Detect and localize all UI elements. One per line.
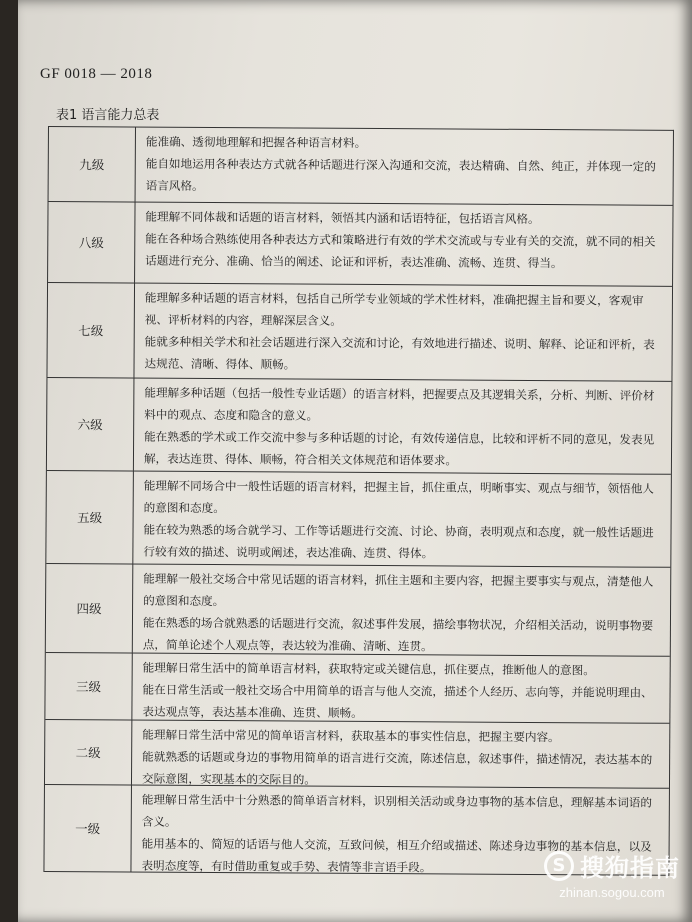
sogou-watermark bbox=[544, 848, 680, 900]
description-line: 能自如地运用各种表达方式就各种话题进行深入沟通和交流，表达精确、自然、纯正，并体现一定的语言风格。 bbox=[145, 156, 656, 193]
description-line: 能理解一般社交场合中常见话题的语言材料，抓住主题和主要内容，把握主要事实与观点，清楚他人的意图和态度。 bbox=[143, 571, 654, 609]
description-line: 能在熟悉的学术或工作交流中参与多种话题的讨论，有效传递信息，比较和评析不同的意见，发表见解，表达连贯、得体、顺畅，符合相关文体规范和语体要求。 bbox=[143, 429, 655, 468]
table-row bbox=[47, 283, 672, 382]
level-label: 七级 bbox=[47, 283, 135, 378]
level-label: 三级 bbox=[45, 653, 132, 720]
level-description bbox=[134, 284, 672, 381]
level-description bbox=[133, 472, 671, 567]
level-description bbox=[135, 203, 672, 286]
book-page bbox=[18, 0, 692, 922]
description-line: 能在熟悉的场合就熟悉的话题进行交流，叙述事件发展，描绘事物状况，介绍相关活动，说明事物要点，简单论述个人观点等，表达较为准确、清晰、连贯。 bbox=[142, 615, 654, 654]
description-line: 能就熟悉的话题或身边的事物用简单的语言进行交流，陈述信息，叙述事件，描述情况，表达基本的交际意图，实现基本的交际目的。 bbox=[141, 749, 653, 787]
table-title: 表1 语言能力总表 bbox=[56, 108, 160, 123]
sogou-s-icon: S bbox=[544, 851, 574, 881]
watermark-url: zhinan.sogou.com bbox=[559, 885, 665, 900]
standard-code: GF 0018 — 2018 bbox=[40, 66, 153, 82]
watermark-brand-text: 搜狗指南 bbox=[580, 854, 680, 882]
description-line: 能理解多种话题的语言材料，包括自己所学专业领域的学术性材料，准确把握主旨和要义，客观审视、评析材料的内容，理解深层含义。 bbox=[144, 290, 644, 328]
level-description bbox=[133, 565, 671, 656]
table-row bbox=[49, 127, 673, 206]
description-line: 能理解不同场合中一般性话题的语言材料，把握主旨，抓住重点，明晰事实、观点与细节，领悟他人的意图和态度。 bbox=[143, 478, 654, 516]
description-line: 能在日常生活或一般社交场合中用简单的语言与他人交流，描述个人经历、志向等，并能说明理由、表达观点等，表达基本准确、连贯、顺畅。 bbox=[142, 682, 653, 720]
description-line: 能理解日常生活中十分熟悉的简单语言材料，识别相关活动或身边事物的基本信息，理解基本词语的含义。 bbox=[141, 792, 653, 829]
table-row bbox=[46, 564, 671, 657]
table-row bbox=[48, 202, 672, 287]
table-row bbox=[45, 720, 669, 789]
level-label: 二级 bbox=[45, 720, 132, 785]
level-description bbox=[136, 128, 673, 205]
level-label: 四级 bbox=[46, 564, 134, 653]
level-description bbox=[132, 721, 669, 788]
language-ability-table bbox=[43, 126, 674, 876]
table-row bbox=[45, 653, 669, 724]
description-line: 能用基本的、简短的话语与他人交流，互致问候，相互介绍或描述、陈述身边事物的基本信息，以及表明态度等，有时借助重复或手势、表情等非言语手段。 bbox=[141, 836, 652, 875]
level-label: 九级 bbox=[49, 127, 136, 202]
description-line: 能理解日常生活中的简单语言材料，获取特定或关键信息，抓住要点，推断他人的意图。 bbox=[142, 660, 595, 678]
description-line: 能就多种相关学术和社会话题进行深入交流和讨论，有效地进行描述、说明、解释、论证和评析，表达规范、清晰、得体、顺畅。 bbox=[144, 334, 655, 372]
level-label: 八级 bbox=[48, 202, 135, 283]
level-label: 六级 bbox=[47, 378, 135, 471]
description-line: 能在各种场合熟练使用各种表达方式和策略进行有效的学术交流或与专业有关的交流，就不同的相关话题进行充分、准确、恰当的阐述、论证和评析，表达准确、流畅、连贯、得当。 bbox=[145, 231, 656, 271]
table-row bbox=[47, 378, 672, 475]
description-line: 能理解多种话题（包括一般性专业话题）的语言材料，把握要点及其逻辑关系，分析、判断、评价材料中的观点、态度和隐含的意义。 bbox=[144, 385, 655, 423]
description-line: 能在较为熟悉的场合就学习、工作等话题进行交流、讨论、协商，表明观点和态度，就一般性话题进行较有效的描述、说明或阐述，表达准确、连贯、得体。 bbox=[143, 522, 654, 561]
level-description bbox=[134, 379, 672, 474]
level-label: 五级 bbox=[46, 471, 134, 564]
description-line: 能准确、透彻地理解和把握各种语言材料。 bbox=[145, 134, 367, 150]
table-row bbox=[46, 471, 671, 568]
description-line: 能理解不同体裁和话题的语言材料，领悟其内涵和话语特征，包括语言风格。 bbox=[145, 209, 540, 227]
description-line: 能理解日常生活中常见的简单语言材料，获取基本的事实性信息，把握主要内容。 bbox=[142, 727, 560, 745]
level-description bbox=[132, 654, 669, 723]
watermark-brand-row bbox=[544, 848, 680, 883]
level-label: 一级 bbox=[44, 785, 132, 872]
